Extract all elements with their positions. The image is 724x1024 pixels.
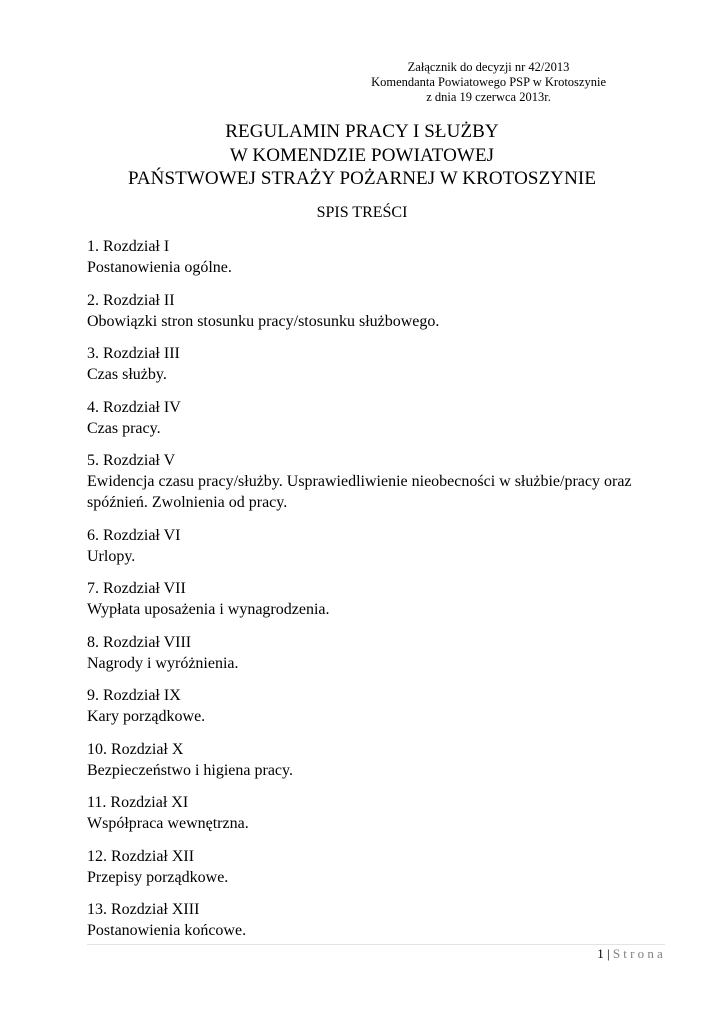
toc-item	[87, 236, 687, 278]
document-title	[0, 120, 724, 191]
toc-chapter: 5. Rozdział V	[87, 452, 176, 469]
attachment-line-3: z dnia 19 czerwca 2013r.	[426, 90, 551, 104]
toc-description: Obowiązki stron stosunku pracy/stosunku służbowego.	[87, 312, 440, 330]
toc-chapter: 9. Rozdział IX	[87, 687, 181, 704]
toc-description: Postanowienia ogólne.	[87, 259, 232, 276]
toc-heading: SPIS TREŚCI	[316, 204, 408, 221]
toc-description: Kary porządkowe.	[87, 708, 206, 725]
toc-item	[87, 450, 687, 513]
toc-description: Współpraca wewnętrzna.	[87, 815, 249, 832]
toc-description: Postanowienia końcowe.	[87, 922, 247, 939]
title-line-3: PAŃSTWOWEJ STRAŻY POŻARNEJ W KROTOSZYNIE	[127, 168, 597, 189]
title-line-2: W KOMENDZIE POWIATOWEJ	[229, 144, 495, 166]
toc-item	[87, 343, 687, 385]
attachment-line-2: Komendanta Powiatowego PSP w Krotoszynie	[371, 75, 606, 89]
toc-chapter: 13. Rozdział XIII	[87, 901, 200, 918]
toc-chapter: 11. Rozdział XI	[87, 794, 189, 811]
toc-item	[87, 397, 687, 439]
toc-description: Czas pracy.	[87, 419, 161, 437]
toc-item	[87, 525, 687, 567]
toc-description: Czas służby.	[87, 366, 167, 383]
footer-divider	[87, 944, 665, 945]
toc-description: Przepisy porządkowe.	[87, 868, 229, 886]
page-number: 1	[597, 946, 604, 961]
toc-item	[87, 792, 687, 834]
toc-item	[87, 846, 687, 888]
toc-item	[87, 685, 687, 727]
toc-chapter: 12. Rozdział XII	[87, 847, 195, 865]
page-label: Strona	[612, 946, 666, 961]
toc-description: Wypłata uposażenia i wynagrodzenia.	[87, 601, 330, 618]
toc-item	[87, 739, 687, 781]
attachment-note	[371, 60, 606, 105]
toc-item	[87, 578, 687, 620]
title-line-1: REGULAMIN PRACY I SŁUŻBY	[225, 121, 499, 142]
toc-description: Urlopy.	[87, 547, 136, 565]
toc-description: Nagrody i wyróżnienia.	[87, 654, 239, 672]
toc-chapter: 1. Rozdział I	[87, 238, 170, 255]
toc-description: Bezpieczeństwo i higiena pracy.	[87, 761, 293, 779]
toc-chapter: 4. Rozdział IV	[87, 398, 181, 416]
toc-chapter: 2. Rozdział II	[87, 291, 175, 309]
toc-chapter: 8. Rozdział VIII	[87, 633, 192, 651]
toc-description: Ewidencja czasu pracy/służby. Usprawiedliwienie nieobecności w służbie/pracy oraz spóźnień. Zwolnienia od pracy.	[87, 473, 632, 511]
toc-item	[87, 632, 687, 674]
attachment-line-1: Załącznik do decyzji nr 42/2013	[407, 60, 570, 74]
toc-item	[87, 290, 687, 332]
table-of-contents	[87, 236, 687, 953]
toc-chapter: 7. Rozdział VII	[87, 580, 186, 597]
toc-chapter: 10. Rozdział X	[87, 740, 184, 758]
toc-chapter: 3. Rozdział III	[87, 345, 180, 362]
toc-chapter: 6. Rozdział VI	[87, 526, 181, 544]
page-footer	[597, 945, 666, 963]
footer-separator: |	[606, 946, 610, 961]
toc-item	[87, 899, 687, 941]
